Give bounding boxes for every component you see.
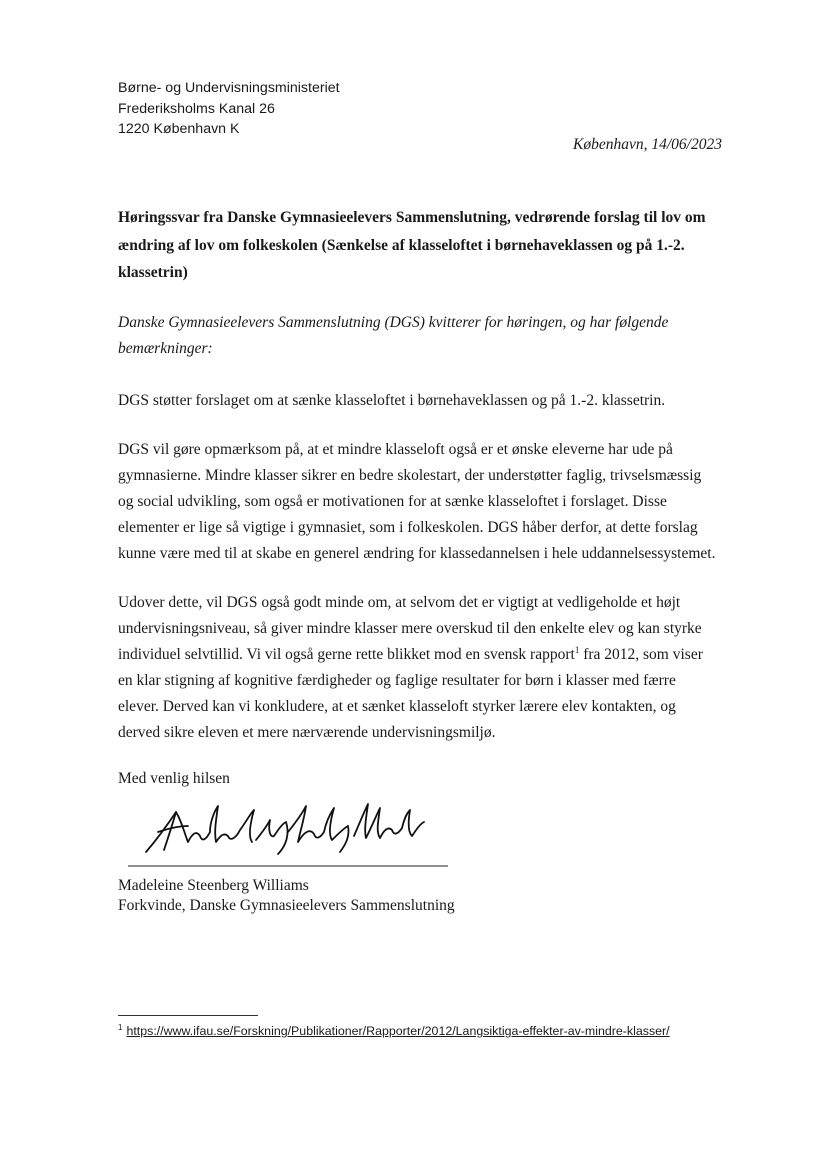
footnote-link[interactable]: https://www.ifau.se/Forskning/Publikationer/Rapporter/2012/Langsiktiga-effekter-av-mindre-klasser/ [126,1024,670,1038]
handwritten-signature-image [118,792,458,876]
recipient-line-1: Børne- og Undervisningsministeriet [118,80,340,96]
paragraph-support: DGS støtter forslaget om at sænke klasseloftet i børnehaveklassen og på 1.-2. klassetrin. [118,391,666,409]
letter-body [118,204,718,916]
recipient-address [118,78,340,140]
paragraph-gymnasium: DGS vil gøre opmærksom på, at et mindre klasseloft også er et ønske eleverne har ude på gymnasierne. Mindre klasser sikrer en bedre skolestart, der understøtter faglig, trivselsmæssig og social udvikling, som også er motivationen for at sænke klasseloftet i forslaget. Disse elementer er lige så vigtige i gymnasiet, som i folkeskolen. DGS håber derfor, at dette forslag kunne være med til at skabe en generel ændring for klassedannelsen i hele uddannelsessystemet. [118,440,716,562]
signer-name: Madeleine Steenberg Williams [118,876,309,894]
paragraph-report-text-end: fra 2012, som viser en klar stigning af kognitive færdigheder og faglige resultater for børn i klasser med færre elever. Derved kan vi konkludere, at et sænket klasseloft styrker lærere elev kontakten, og derved sikre eleven et mere nærværende undervisningsmiljø. [118,645,703,741]
recipient-line-3: 1220 København K [118,121,240,137]
footnote-marker: 1 [118,1022,123,1032]
paragraph-report-text-start: Udover dette, vil DGS også godt minde om, at selvom det er vigtigt at vedligeholde et højt undervisningsniveau, så giver mindre klasser mere overskud til den enkelte elev og kan styrke individuel selvtillid. Vi vil også gerne rette blikket mod en svensk rapport [118,593,702,663]
recipient-line-2: Frederiksholms Kanal 26 [118,100,275,117]
closing-greeting: Med venlig hilsen [118,769,230,787]
letter-date: København, 14/06/2023 [573,136,722,153]
footnote [118,1024,670,1038]
letter-subject: Høringssvar fra Danske Gymnasieelevers Sammenslutning, vedrørende forslag til lov om ændring af lov om folkeskolen (Sænkelse af klasseloftet i børnehaveklassen og på 1.-2. klassetrin) [118,209,706,281]
signer-title: Forkvinde, Danske Gymnasieelevers Sammenslutning [118,896,455,914]
signature [118,792,458,876]
letter-intro: Danske Gymnasieelevers Sammenslutning (DGS) kvitterer for høringen, og har følgende bemærkninger: [118,313,669,357]
paragraph-report [118,590,718,746]
footnote-reference[interactable]: 1 [574,644,580,655]
footnote-divider [118,1015,258,1016]
